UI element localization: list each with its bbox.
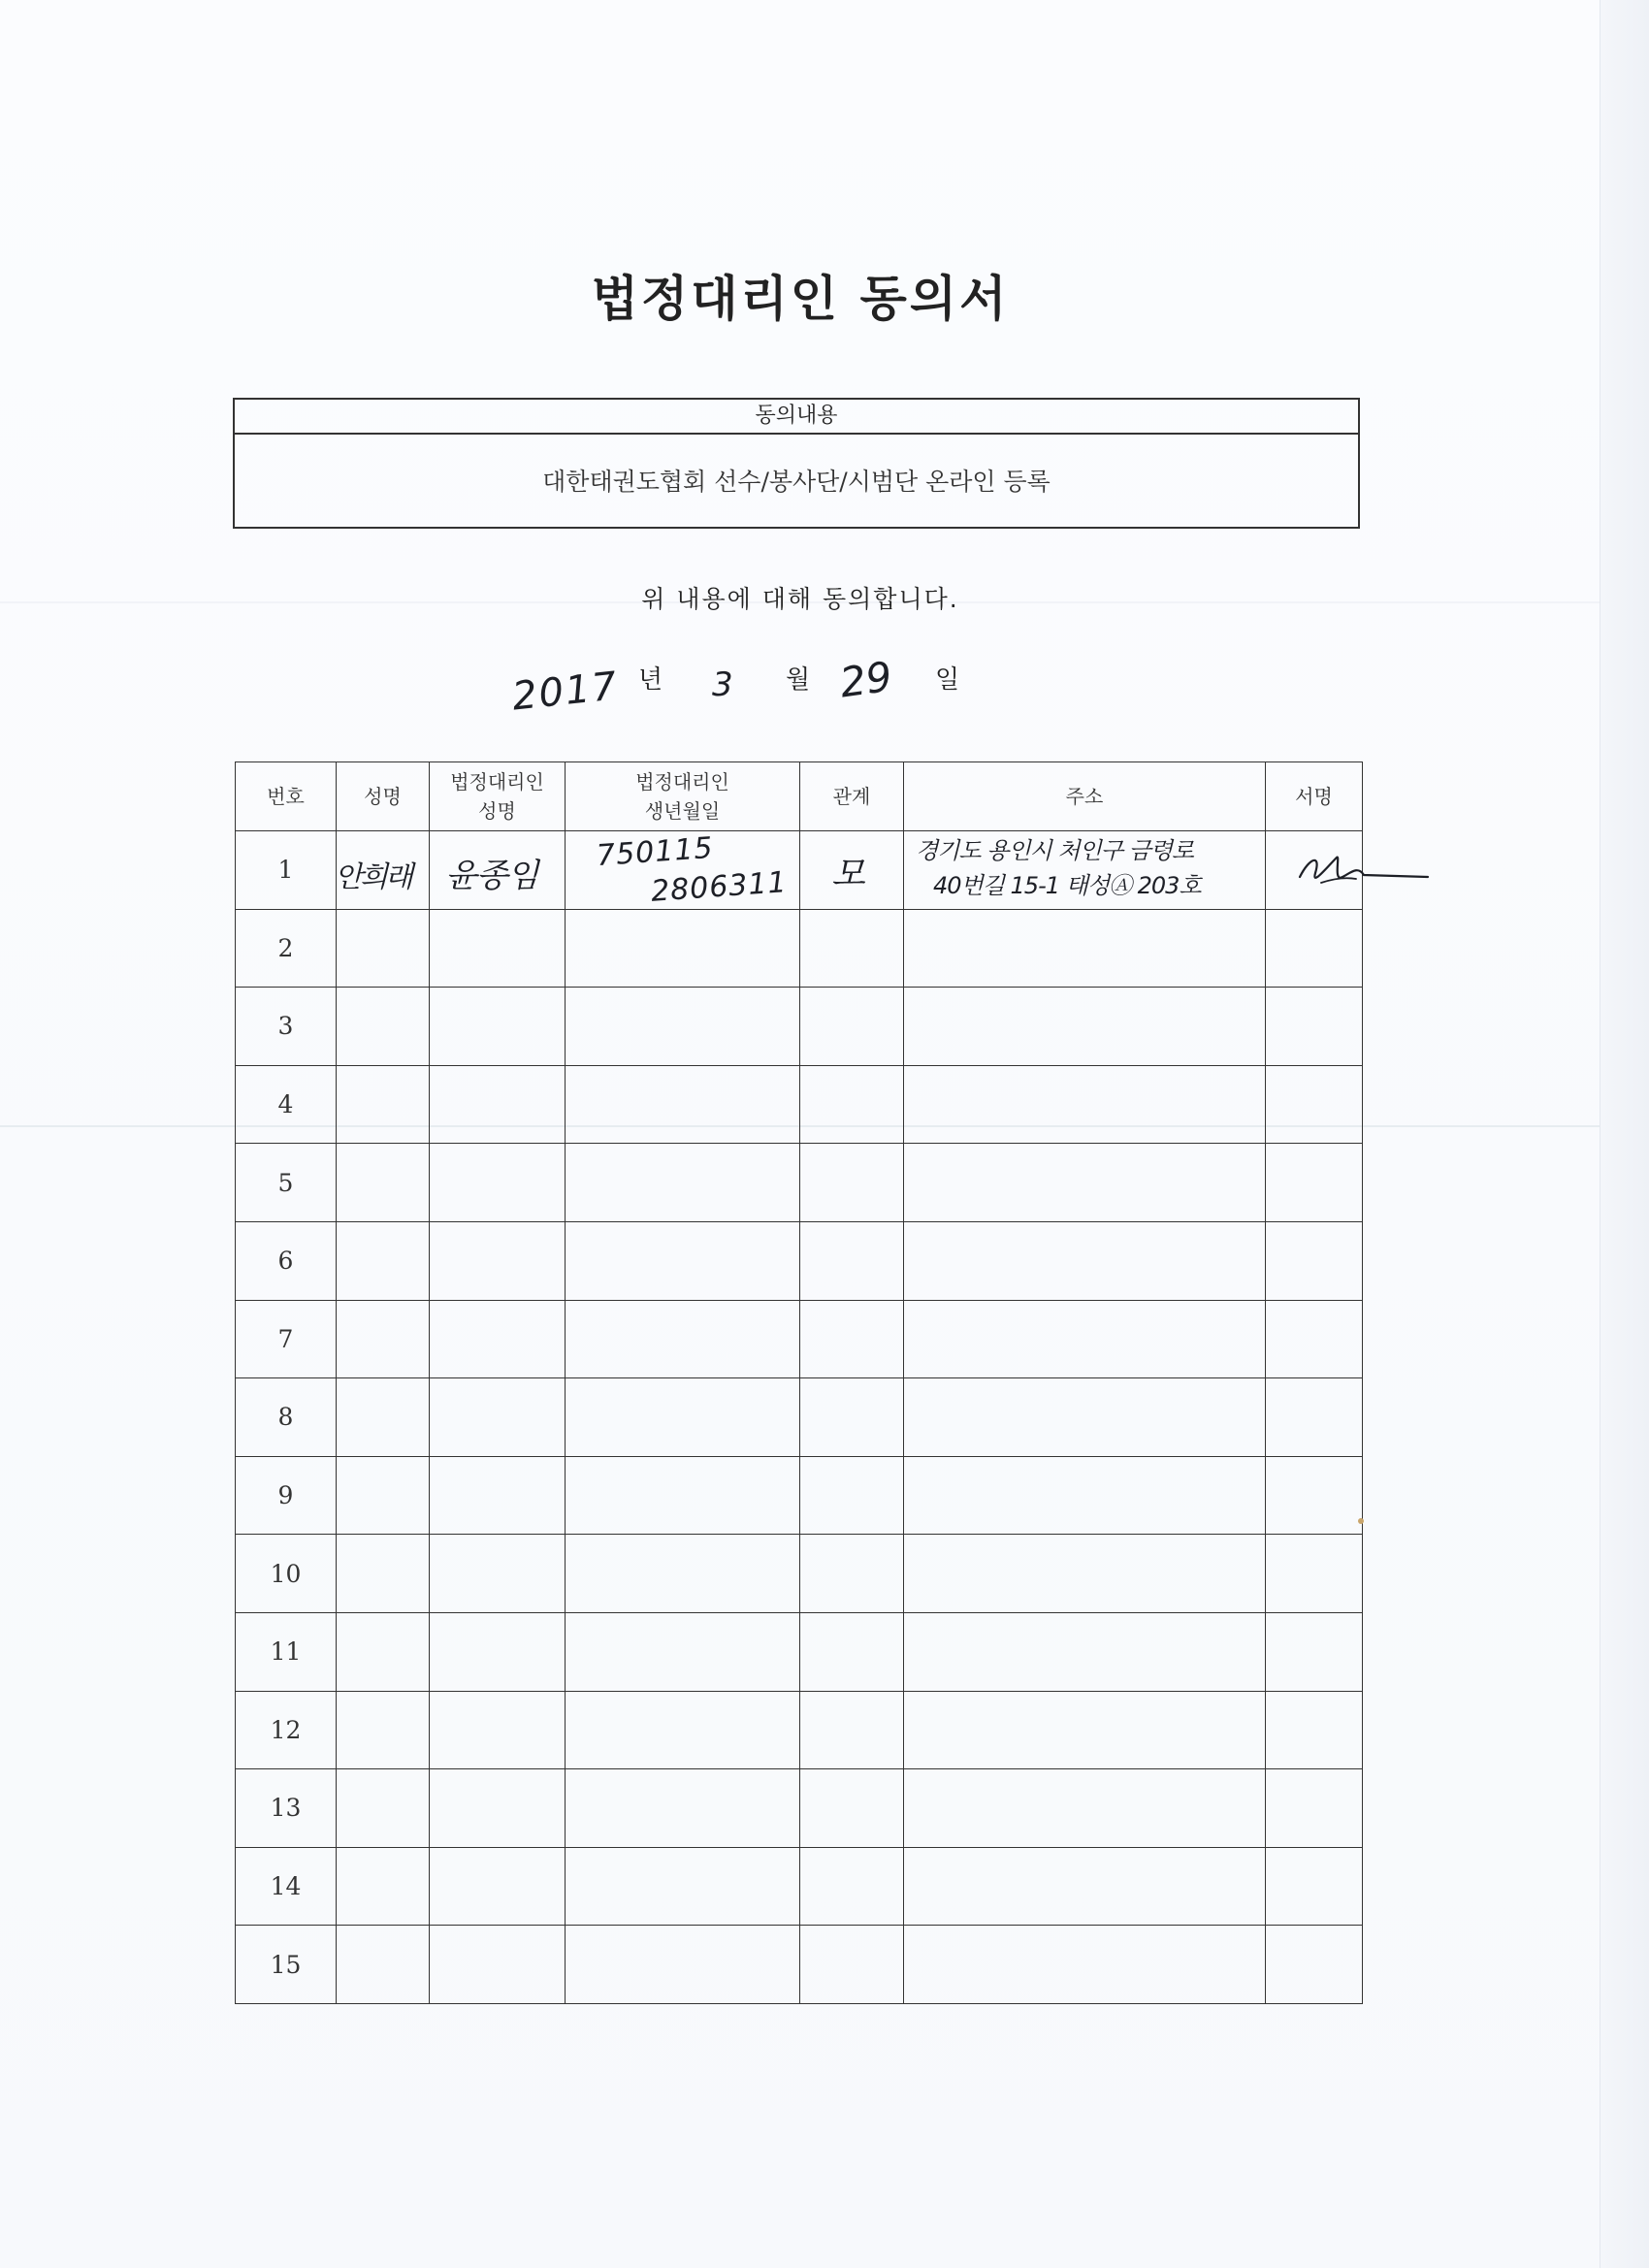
- row-address: [904, 1612, 1266, 1691]
- row-relation: [800, 1926, 904, 2004]
- row-signature: [1266, 1612, 1363, 1691]
- row-guardian-name: [430, 988, 566, 1066]
- row-number: 2: [236, 909, 337, 988]
- row-guardian-name: [430, 1378, 566, 1457]
- row-signature: [1266, 1065, 1363, 1144]
- row-address: [904, 909, 1266, 988]
- row-name: [337, 831, 430, 910]
- row-guardian-name: [430, 1612, 566, 1691]
- row-guardian-birth: [566, 1144, 800, 1222]
- row-relation: [800, 988, 904, 1066]
- handwritten-day: 29: [836, 652, 895, 707]
- row-signature: [1266, 1769, 1363, 1848]
- header-relation: 관계: [800, 762, 904, 831]
- row-number: 5: [236, 1144, 337, 1222]
- row-guardian-name: [430, 1065, 566, 1144]
- row-address: [904, 1378, 1266, 1457]
- row-name: [337, 1769, 430, 1848]
- handwritten-birth-line2: 2806311: [649, 865, 789, 909]
- row-guardian-name: [430, 1456, 566, 1535]
- row-address: [904, 1535, 1266, 1613]
- row-signature: [1266, 1847, 1363, 1926]
- row-guardian-birth: [566, 1221, 800, 1300]
- table-row: [236, 1456, 1363, 1535]
- table-row: [236, 831, 1363, 910]
- row-number: 6: [236, 1221, 337, 1300]
- row-guardian-birth: [566, 1769, 800, 1848]
- row-number: 7: [236, 1300, 337, 1378]
- row-name: [337, 1221, 430, 1300]
- row-guardian-birth: [566, 1847, 800, 1926]
- row-guardian-birth: [566, 1612, 800, 1691]
- row-number: 14: [236, 1847, 337, 1926]
- table-row: [236, 1221, 1363, 1300]
- row-name: [337, 1926, 430, 2004]
- row-guardian-birth: [566, 1926, 800, 2004]
- row-name: [337, 1065, 430, 1144]
- row-number: 10: [236, 1535, 337, 1613]
- header-guardian-name-line1: 법정대리인: [450, 770, 544, 794]
- row-number: 11: [236, 1612, 337, 1691]
- header-guardian-birth-line2: 생년월일: [644, 799, 721, 823]
- row-number: 15: [236, 1926, 337, 2004]
- row-number: 4: [236, 1065, 337, 1144]
- row-name: [337, 1691, 430, 1769]
- row-number: 12: [236, 1691, 337, 1769]
- header-guardian-name-line2: 성명: [478, 799, 516, 823]
- header-guardian-birth-line1: 법정대리인: [635, 770, 729, 794]
- row-name: [337, 1300, 430, 1378]
- table-row: [236, 1769, 1363, 1848]
- row-guardian-name: [430, 831, 566, 910]
- handwritten-year: 2017: [509, 664, 621, 720]
- row-relation: [800, 1769, 904, 1848]
- row-guardian-birth: [566, 831, 800, 910]
- row-relation: [800, 1847, 904, 1926]
- row-guardian-name: [430, 1221, 566, 1300]
- row-name: [337, 1847, 430, 1926]
- consent-content: 대한태권도협회 선수/봉사단/시범단 온라인 등록: [542, 468, 1051, 496]
- header-guardian-name: [430, 762, 566, 831]
- document-title: 법정대리인 동의서: [591, 271, 1010, 327]
- table-row: [236, 1144, 1363, 1222]
- row-relation: [800, 831, 904, 910]
- row-address: [904, 1847, 1266, 1926]
- table-row: [236, 1378, 1363, 1457]
- day-label: 일: [935, 665, 960, 695]
- row-guardian-birth: [566, 1535, 800, 1613]
- row-address: [904, 1926, 1266, 2004]
- row-relation: [800, 1300, 904, 1378]
- row-address: [904, 1144, 1266, 1222]
- row-guardian-birth: [566, 1691, 800, 1769]
- row-guardian-birth: [566, 1456, 800, 1535]
- table-header-row: [236, 762, 1363, 831]
- handwritten-address-line2: 40번길 15-1 태성Ⓐ 203호: [933, 872, 1201, 899]
- row-relation: [800, 909, 904, 988]
- row-guardian-name: [430, 1144, 566, 1222]
- row-relation: [800, 1612, 904, 1691]
- row-signature: [1266, 1221, 1363, 1300]
- row-number: 3: [236, 988, 337, 1066]
- row-name: [337, 1456, 430, 1535]
- year-label: 년: [638, 665, 663, 695]
- handwritten-birth-line1: 750115: [595, 830, 715, 874]
- row-signature: [1266, 1378, 1363, 1457]
- handwritten-address-line1: 경기도 용인시 처인구 금령로: [916, 837, 1194, 864]
- table-row: [236, 1065, 1363, 1144]
- row-signature: [1266, 1300, 1363, 1378]
- row-guardian-birth: [566, 1300, 800, 1378]
- row-number: 9: [236, 1456, 337, 1535]
- row-guardian-name: [430, 909, 566, 988]
- row-name: [337, 1378, 430, 1457]
- scan-edge: [1600, 0, 1649, 2268]
- row-name: [337, 1144, 430, 1222]
- row-number: 8: [236, 1378, 337, 1457]
- row-name: [337, 1612, 430, 1691]
- row-relation: [800, 1456, 904, 1535]
- row-address: [904, 1300, 1266, 1378]
- row-guardian-name: [430, 1926, 566, 2004]
- header-address: 주소: [904, 762, 1266, 831]
- row-guardian-birth: [566, 1065, 800, 1144]
- table-row: [236, 988, 1363, 1066]
- table-row: [236, 1926, 1363, 2004]
- header-name: 성명: [337, 762, 430, 831]
- row-signature: [1266, 1456, 1363, 1535]
- row-guardian-name: [430, 1769, 566, 1848]
- row-relation: [800, 1144, 904, 1222]
- agreement-statement: 위 내용에 대해 동의합니다.: [641, 585, 959, 613]
- row-signature: [1266, 1926, 1363, 2004]
- row-address: [904, 1065, 1266, 1144]
- row-signature: [1266, 909, 1363, 988]
- consent-header: 동의내용: [235, 400, 1358, 435]
- row-guardian-name: [430, 1847, 566, 1926]
- table-row: [236, 1535, 1363, 1613]
- row-signature: [1266, 1144, 1363, 1222]
- row-name: [337, 988, 430, 1066]
- registration-table: [235, 761, 1363, 2004]
- handwritten-name: 안희래: [335, 860, 410, 894]
- handwritten-guardian-name: 윤종임: [445, 857, 538, 895]
- row-relation: [800, 1065, 904, 1144]
- header-signature: 서명: [1266, 762, 1363, 831]
- paper-speck: [1358, 1518, 1364, 1524]
- row-relation: [800, 1691, 904, 1769]
- month-label: 월: [786, 665, 811, 695]
- row-guardian-name: [430, 1691, 566, 1769]
- table-row: [236, 1612, 1363, 1691]
- row-signature: [1266, 988, 1363, 1066]
- consent-box: [233, 398, 1360, 529]
- row-relation: [800, 1221, 904, 1300]
- handwritten-month: 3: [712, 665, 733, 704]
- row-guardian-name: [430, 1300, 566, 1378]
- row-guardian-birth: [566, 988, 800, 1066]
- row-address: [904, 1691, 1266, 1769]
- header-guardian-birth: [566, 762, 800, 831]
- row-number: 13: [236, 1769, 337, 1848]
- row-guardian-name: [430, 1535, 566, 1613]
- table-row: [236, 909, 1363, 988]
- row-relation: [800, 1535, 904, 1613]
- row-address: [904, 1456, 1266, 1535]
- row-address: [904, 988, 1266, 1066]
- handwritten-signature: [1282, 844, 1428, 902]
- table-row: [236, 1691, 1363, 1769]
- table-row: [236, 1300, 1363, 1378]
- handwritten-relation: 모: [831, 855, 865, 894]
- row-name: [337, 1535, 430, 1613]
- row-address: [904, 831, 1266, 910]
- row-guardian-birth: [566, 1378, 800, 1457]
- row-relation: [800, 1378, 904, 1457]
- row-guardian-birth: [566, 909, 800, 988]
- row-name: [337, 909, 430, 988]
- row-address: [904, 1769, 1266, 1848]
- header-number: 번호: [236, 762, 337, 831]
- row-address: [904, 1221, 1266, 1300]
- row-number: 1: [236, 831, 337, 910]
- row-signature: [1266, 1691, 1363, 1769]
- row-signature: [1266, 1535, 1363, 1613]
- table-row: [236, 1847, 1363, 1926]
